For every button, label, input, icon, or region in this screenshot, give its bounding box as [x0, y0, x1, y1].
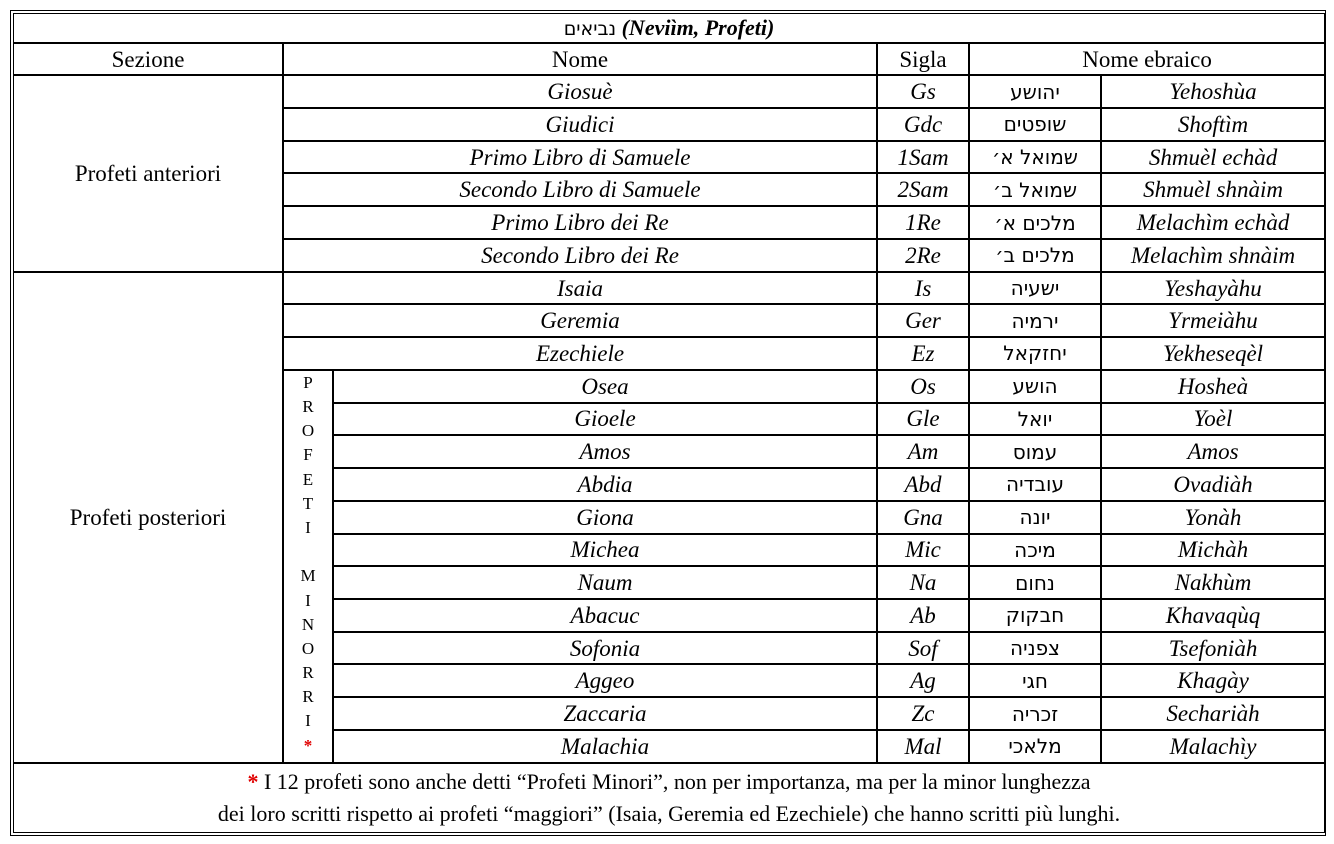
cell-nome-ebraico: חגי — [969, 664, 1101, 697]
cell-sigla: Gle — [877, 403, 969, 436]
cell-nome: Gioele — [333, 403, 877, 436]
cell-traslitterazione: Shmuèl shnàim — [1101, 173, 1325, 206]
footnote-line-2: dei loro scritti rispetto ai profeti “maggiori” (Isaia, Geremia ed Ezechiele) che hanno scritti più lunghi. — [217, 800, 1121, 826]
cell-traslitterazione: Tsefoniàh — [1101, 632, 1325, 665]
vertical-letter: P — [303, 372, 313, 392]
cell-nome: Osea — [333, 370, 877, 403]
cell-nome: Secondo Libro dei Re — [283, 239, 877, 272]
section-profeti-anteriori: Profeti anteriori — [13, 75, 283, 271]
cell-nome: Abdia — [333, 468, 877, 501]
cell-traslitterazione: Michàh — [1101, 534, 1325, 567]
cell-traslitterazione: Yehoshùa — [1101, 75, 1325, 108]
vertical-letter: R — [302, 687, 314, 707]
vertical-letter: N — [301, 614, 315, 634]
cell-sigla: Gs — [877, 75, 969, 108]
cell-nome-ebraico: חבקוק — [969, 599, 1101, 632]
cell-nome: Giona — [333, 501, 877, 534]
cell-sigla: Gdc — [877, 108, 969, 141]
header-sezione: Sezione — [13, 43, 283, 75]
cell-sigla: Os — [877, 370, 969, 403]
cell-sigla: Ab — [877, 599, 969, 632]
vertical-letter: R — [302, 397, 314, 417]
section-profeti-posteriori: Profeti posteriori — [13, 272, 283, 763]
cell-traslitterazione: Yekheseqèl — [1101, 337, 1325, 370]
cell-nome-ebraico: עובדיה — [969, 468, 1101, 501]
neviim-table — [13, 13, 1325, 833]
cell-nome: Naum — [333, 566, 877, 599]
cell-sigla: Is — [877, 272, 969, 305]
cell-sigla: 2Sam — [877, 173, 969, 206]
cell-traslitterazione: Yonàh — [1101, 501, 1325, 534]
cell-traslitterazione: Yrmeiàhu — [1101, 304, 1325, 337]
cell-sigla: 1Sam — [877, 141, 969, 174]
cell-sigla: Ag — [877, 664, 969, 697]
cell-sigla: Ger — [877, 304, 969, 337]
cell-nome-ebraico: יחזקאל — [969, 337, 1101, 370]
vertical-letter: E — [302, 469, 314, 489]
vertical-letter: M — [300, 566, 316, 586]
cell-sigla: Ez — [877, 337, 969, 370]
cell-sigla: Abd — [877, 468, 969, 501]
cell-traslitterazione: Shmuèl echàd — [1101, 141, 1325, 174]
cell-sigla: Gna — [877, 501, 969, 534]
cell-nome-ebraico: ישעיה — [969, 272, 1101, 305]
cell-nome-ebraico: שמואל ב׳ — [969, 173, 1101, 206]
cell-nome-ebraico: יואל — [969, 403, 1101, 436]
cell-nome: Sofonia — [333, 632, 877, 665]
cell-nome-ebraico: הושע — [969, 370, 1101, 403]
footnote — [13, 763, 1325, 833]
cell-sigla: Mal — [877, 730, 969, 763]
cell-traslitterazione: Khagày — [1101, 664, 1325, 697]
cell-sigla: 2Re — [877, 239, 969, 272]
cell-nome-ebraico: צפניה — [969, 632, 1101, 665]
cell-traslitterazione: Malachìy — [1101, 730, 1325, 763]
profeti-minori-vertical-label — [283, 370, 333, 763]
cell-nome-ebraico: נחום — [969, 566, 1101, 599]
vertical-letter: R — [302, 663, 314, 683]
cell-nome-ebraico: יונה — [969, 501, 1101, 534]
cell-nome: Zaccaria — [333, 697, 877, 730]
cell-nome: Isaia — [283, 272, 877, 305]
cell-nome: Primo Libro dei Re — [283, 206, 877, 239]
vertical-letter: O — [301, 421, 315, 441]
cell-nome-ebraico: עמוס — [969, 435, 1101, 468]
cell-nome-ebraico: שופטים — [969, 108, 1101, 141]
cell-traslitterazione: Yeshayàhu — [1101, 272, 1325, 305]
vertical-letter: I — [305, 517, 311, 537]
cell-traslitterazione: Amos — [1101, 435, 1325, 468]
cell-nome-ebraico: שמואל א׳ — [969, 141, 1101, 174]
vertical-letter: I — [305, 590, 311, 610]
header-row — [13, 43, 1325, 75]
cell-nome: Secondo Libro di Samuele — [283, 173, 877, 206]
table-title — [13, 13, 1325, 43]
title-italic: (Neviìm, Profeti) — [621, 15, 775, 41]
cell-nome: Giosuè — [283, 75, 877, 108]
vertical-letter: T — [302, 493, 314, 513]
table-row — [13, 272, 1325, 305]
vertical-letter: O — [301, 638, 315, 658]
cell-traslitterazione: Khavaqùq — [1101, 599, 1325, 632]
cell-nome: Ezechiele — [283, 337, 877, 370]
cell-sigla: Na — [877, 566, 969, 599]
title-hebrew: נביאים — [563, 18, 617, 41]
cell-nome-ebraico: יהושע — [969, 75, 1101, 108]
cell-sigla: Sof — [877, 632, 969, 665]
cell-traslitterazione: Sechariàh — [1101, 697, 1325, 730]
vertical-letter: F — [303, 445, 313, 465]
title-row — [13, 13, 1325, 43]
cell-nome: Malachia — [333, 730, 877, 763]
cell-nome-ebraico: מלאכי — [969, 730, 1101, 763]
cell-sigla: 1Re — [877, 206, 969, 239]
cell-nome-ebraico: ירמיה — [969, 304, 1101, 337]
table-row — [13, 75, 1325, 108]
cell-nome-ebraico: מלכים א׳ — [969, 206, 1101, 239]
cell-nome: Primo Libro di Samuele — [283, 141, 877, 174]
footnote-star-marker: * — [247, 768, 259, 794]
vertical-letter — [284, 540, 332, 564]
cell-nome: Abacuc — [333, 599, 877, 632]
cell-traslitterazione: Hosheà — [1101, 370, 1325, 403]
cell-nome: Michea — [333, 534, 877, 567]
cell-traslitterazione: Yoèl — [1101, 403, 1325, 436]
cell-sigla: Am — [877, 435, 969, 468]
cell-nome-ebraico: זכריה — [969, 697, 1101, 730]
cell-traslitterazione: Melachìm shnàim — [1101, 239, 1325, 272]
cell-traslitterazione: Melachìm echàd — [1101, 206, 1325, 239]
cell-nome: Giudici — [283, 108, 877, 141]
cell-traslitterazione: Nakhùm — [1101, 566, 1325, 599]
vertical-letter: I — [305, 711, 311, 731]
cell-sigla: Mic — [877, 534, 969, 567]
cell-sigla: Zc — [877, 697, 969, 730]
cell-nome: Amos — [333, 435, 877, 468]
cell-nome-ebraico: מלכים ב׳ — [969, 239, 1101, 272]
cell-nome-ebraico: מיכה — [969, 534, 1101, 567]
vertical-star-marker: * — [303, 735, 313, 755]
cell-nome: Geremia — [283, 304, 877, 337]
cell-traslitterazione: Ovadiàh — [1101, 468, 1325, 501]
footnote-line-1: I 12 profeti sono anche detti “Profeti Minori”, non per importanza, ma per la minor lunghezza — [263, 768, 1091, 794]
neviim-table-frame — [10, 10, 1326, 836]
header-sigla: Sigla — [877, 43, 969, 75]
header-nome-ebraico: Nome ebraico — [969, 43, 1325, 75]
cell-traslitterazione: Shoftìm — [1101, 108, 1325, 141]
header-nome: Nome — [283, 43, 877, 75]
cell-nome: Aggeo — [333, 664, 877, 697]
footnote-row — [13, 763, 1325, 833]
